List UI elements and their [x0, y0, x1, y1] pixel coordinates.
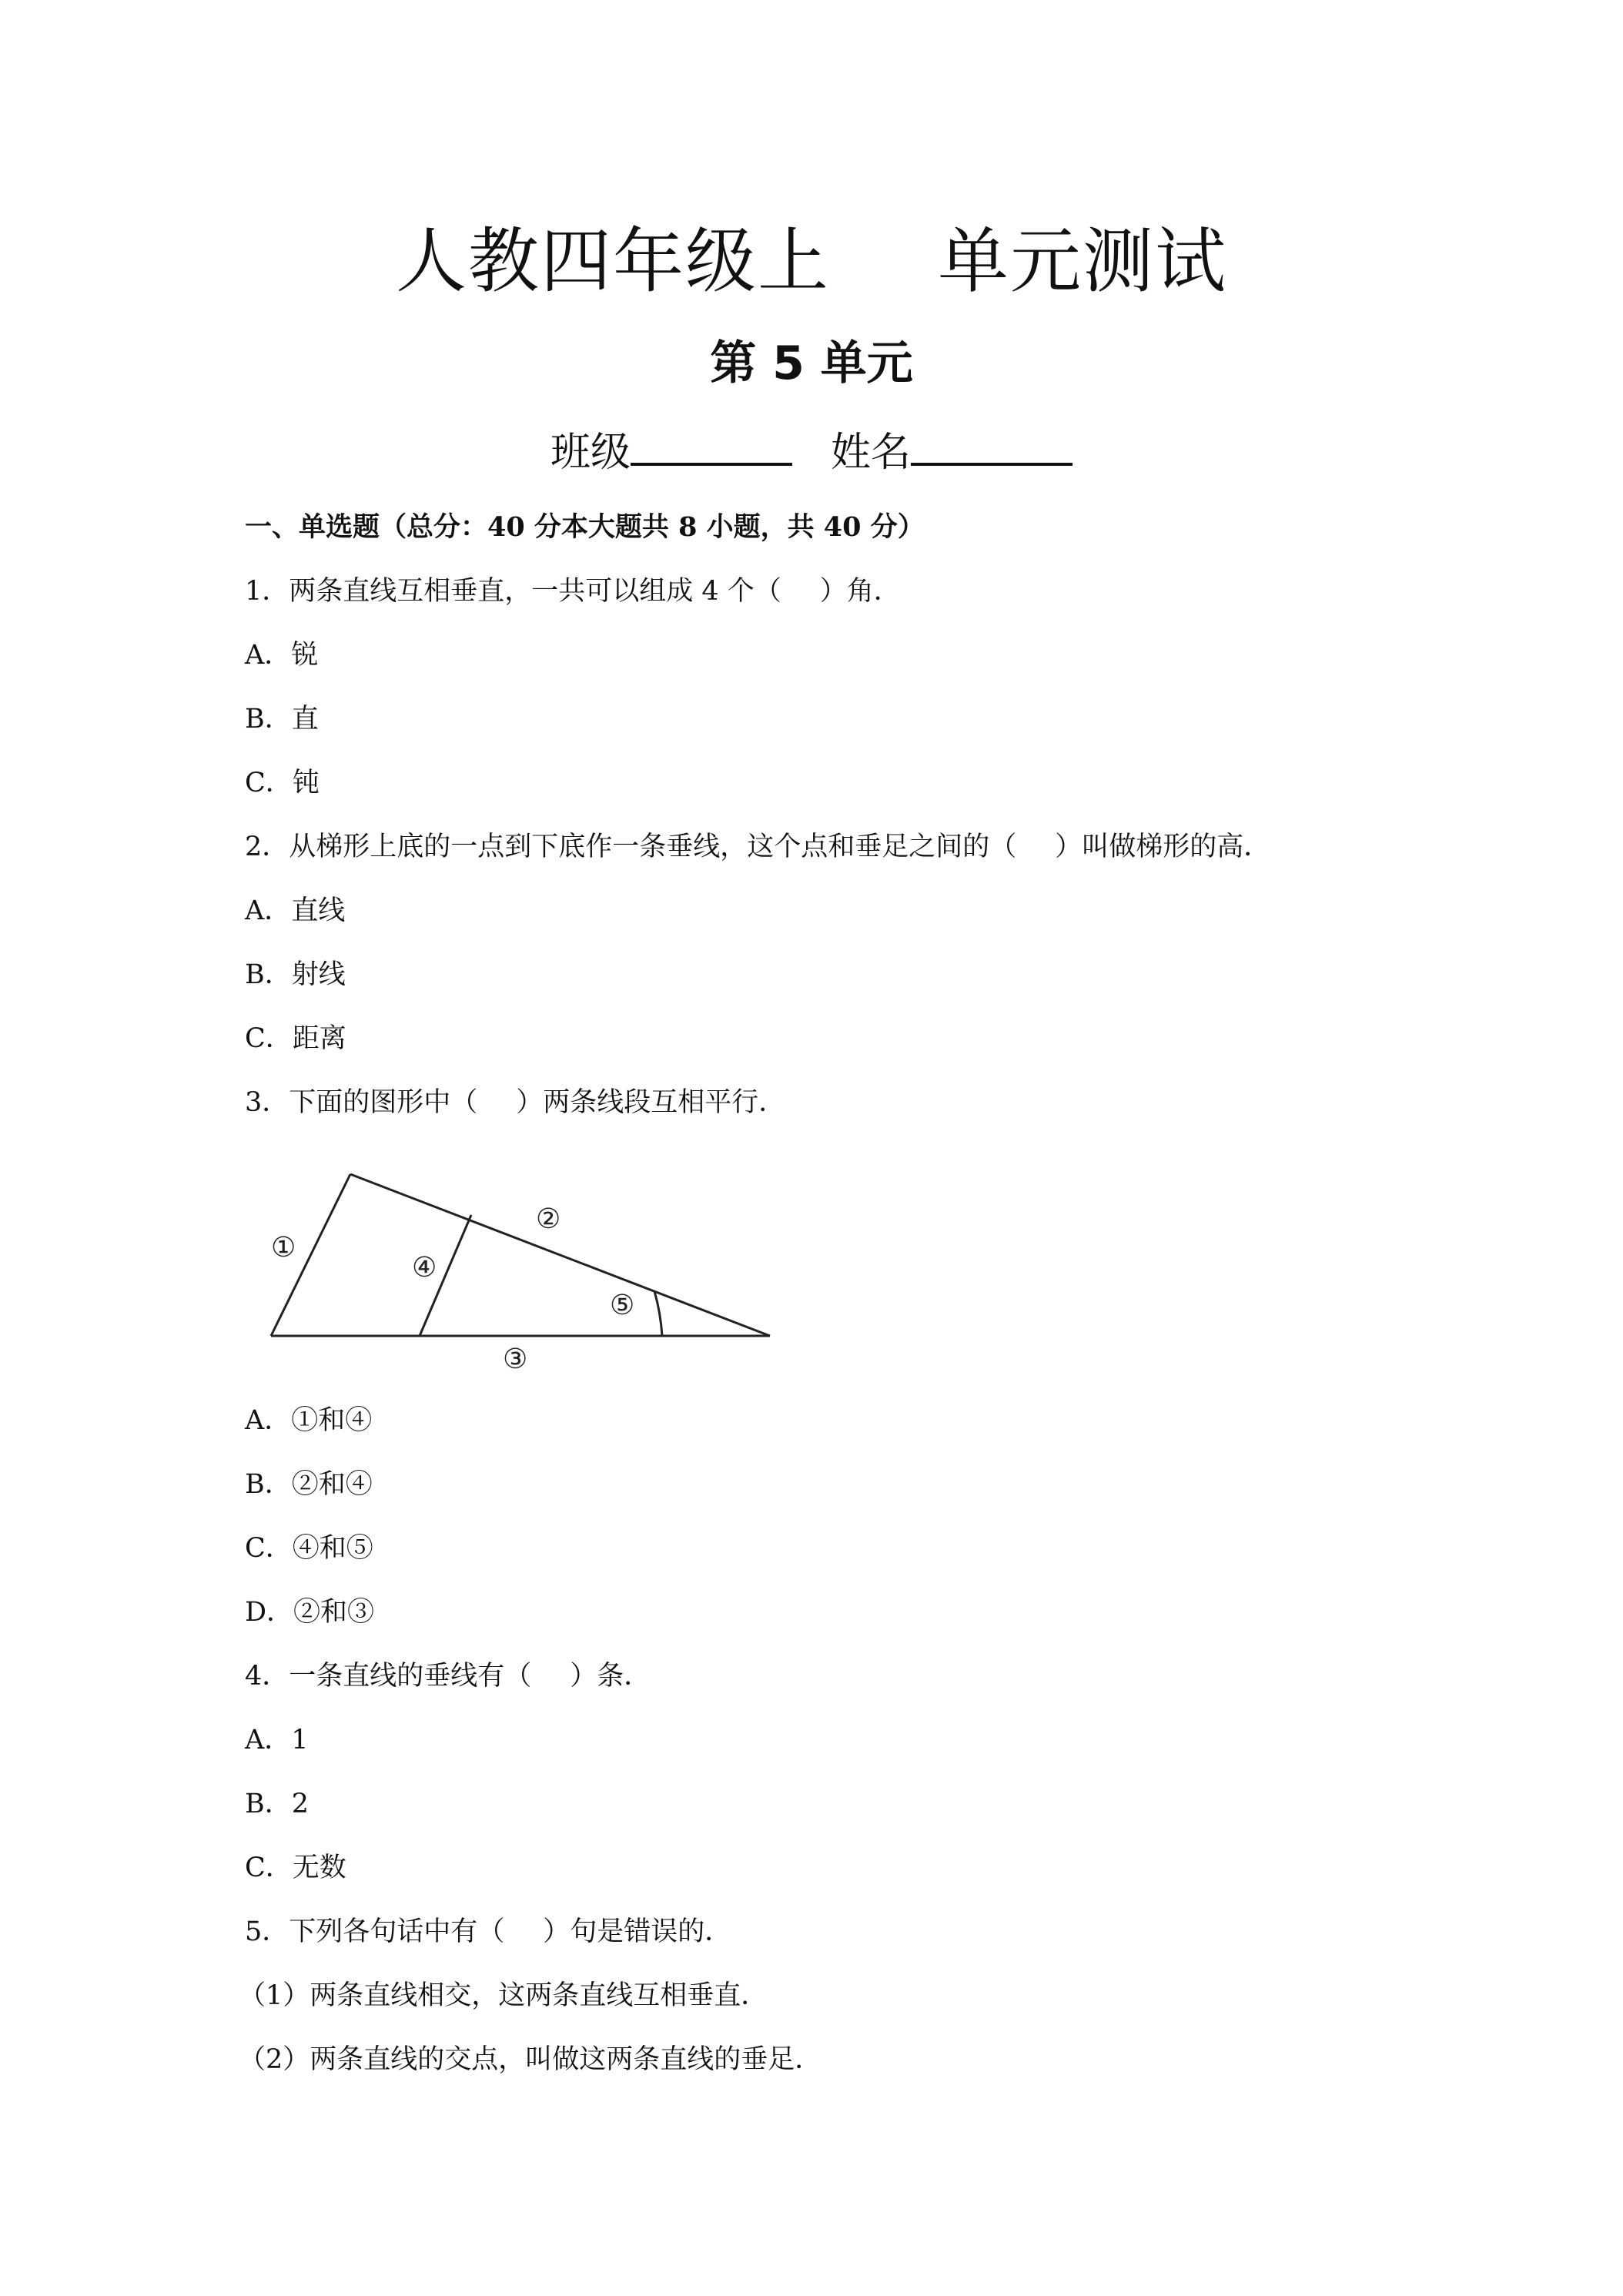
question-4-option-c[interactable]: C．无数 [245, 1853, 346, 1883]
question-3 [245, 1083, 785, 1122]
class-name-line [0, 422, 1623, 484]
class-label: 班级 [550, 430, 631, 476]
title-right: 单元测试 [938, 220, 1228, 303]
label-3: ③ [503, 1344, 528, 1375]
label-5: ⑤ [610, 1290, 635, 1321]
question-4-stem-b: ）条． [570, 1661, 651, 1692]
question-2-stem-b: ）叫做梯形的高． [1055, 832, 1271, 862]
page-title [0, 216, 1623, 308]
question-5-stem-b: ）句是错误的． [543, 1916, 732, 1947]
question-5-statement-1: （1）两条直线相交，这两条直线互相垂直． [239, 1980, 768, 2011]
class-blank[interactable] [631, 423, 792, 466]
question-4 [245, 1657, 651, 1695]
question-3-option-c[interactable]: C．④和⑤ [245, 1533, 373, 1564]
question-1-option-c[interactable]: C．钝 [245, 768, 320, 798]
question-1-option-b[interactable]: B．直 [245, 704, 319, 735]
label-4: ④ [412, 1252, 437, 1284]
label-2: ② [536, 1203, 561, 1235]
question-4-option-a[interactable]: A．1 [245, 1725, 309, 1755]
question-3-option-a[interactable]: A．①和④ [245, 1405, 373, 1436]
question-1-stem-a: 1．两条直线互相垂直，一共可以组成 4 个（ [245, 576, 781, 607]
question-3-stem-a: 3．下面的图形中（ [245, 1087, 478, 1118]
question-2-option-a[interactable]: A．直线 [245, 895, 346, 926]
title-left: 人教四年级上 [395, 220, 830, 303]
question-5-statement-2: （2）两条直线的交点，叫做这两条直线的垂足． [239, 2044, 822, 2075]
question-2-option-b[interactable]: B．射线 [245, 959, 346, 990]
question-1-option-a[interactable]: A．锐 [245, 640, 319, 671]
label-1: ① [271, 1232, 296, 1263]
question-4-stem-a: 4．一条直线的垂线有（ [245, 1661, 532, 1692]
question-1 [245, 572, 901, 611]
question-2-option-c[interactable]: C．距离 [245, 1023, 346, 1054]
question-3-option-d[interactable]: D．②和③ [245, 1597, 375, 1628]
question-5-stem-a: 5．下列各句话中有（ [245, 1916, 505, 1947]
question-3-stem-b: ）两条线段互相平行． [516, 1087, 786, 1118]
name-blank[interactable] [911, 423, 1073, 466]
question-3-option-b[interactable]: B．②和④ [245, 1469, 373, 1500]
name-label: 姓名 [831, 430, 912, 476]
unit-subtitle: 第 5 单元 [710, 336, 913, 390]
triangle-figure [262, 1151, 785, 1382]
question-2 [245, 828, 1270, 866]
question-1-stem-b: ）角． [819, 576, 901, 607]
question-4-option-b[interactable]: B．2 [245, 1789, 309, 1819]
section-heading: 一、单选题（总分：40 分本大题共 8 小题，共 40 分） [245, 511, 925, 543]
angle-5-arc [654, 1291, 662, 1336]
question-5 [245, 1913, 731, 1951]
question-2-stem-a: 2．从梯形上底的一点到下底作一条垂线，这个点和垂足之间的（ [245, 832, 1017, 862]
